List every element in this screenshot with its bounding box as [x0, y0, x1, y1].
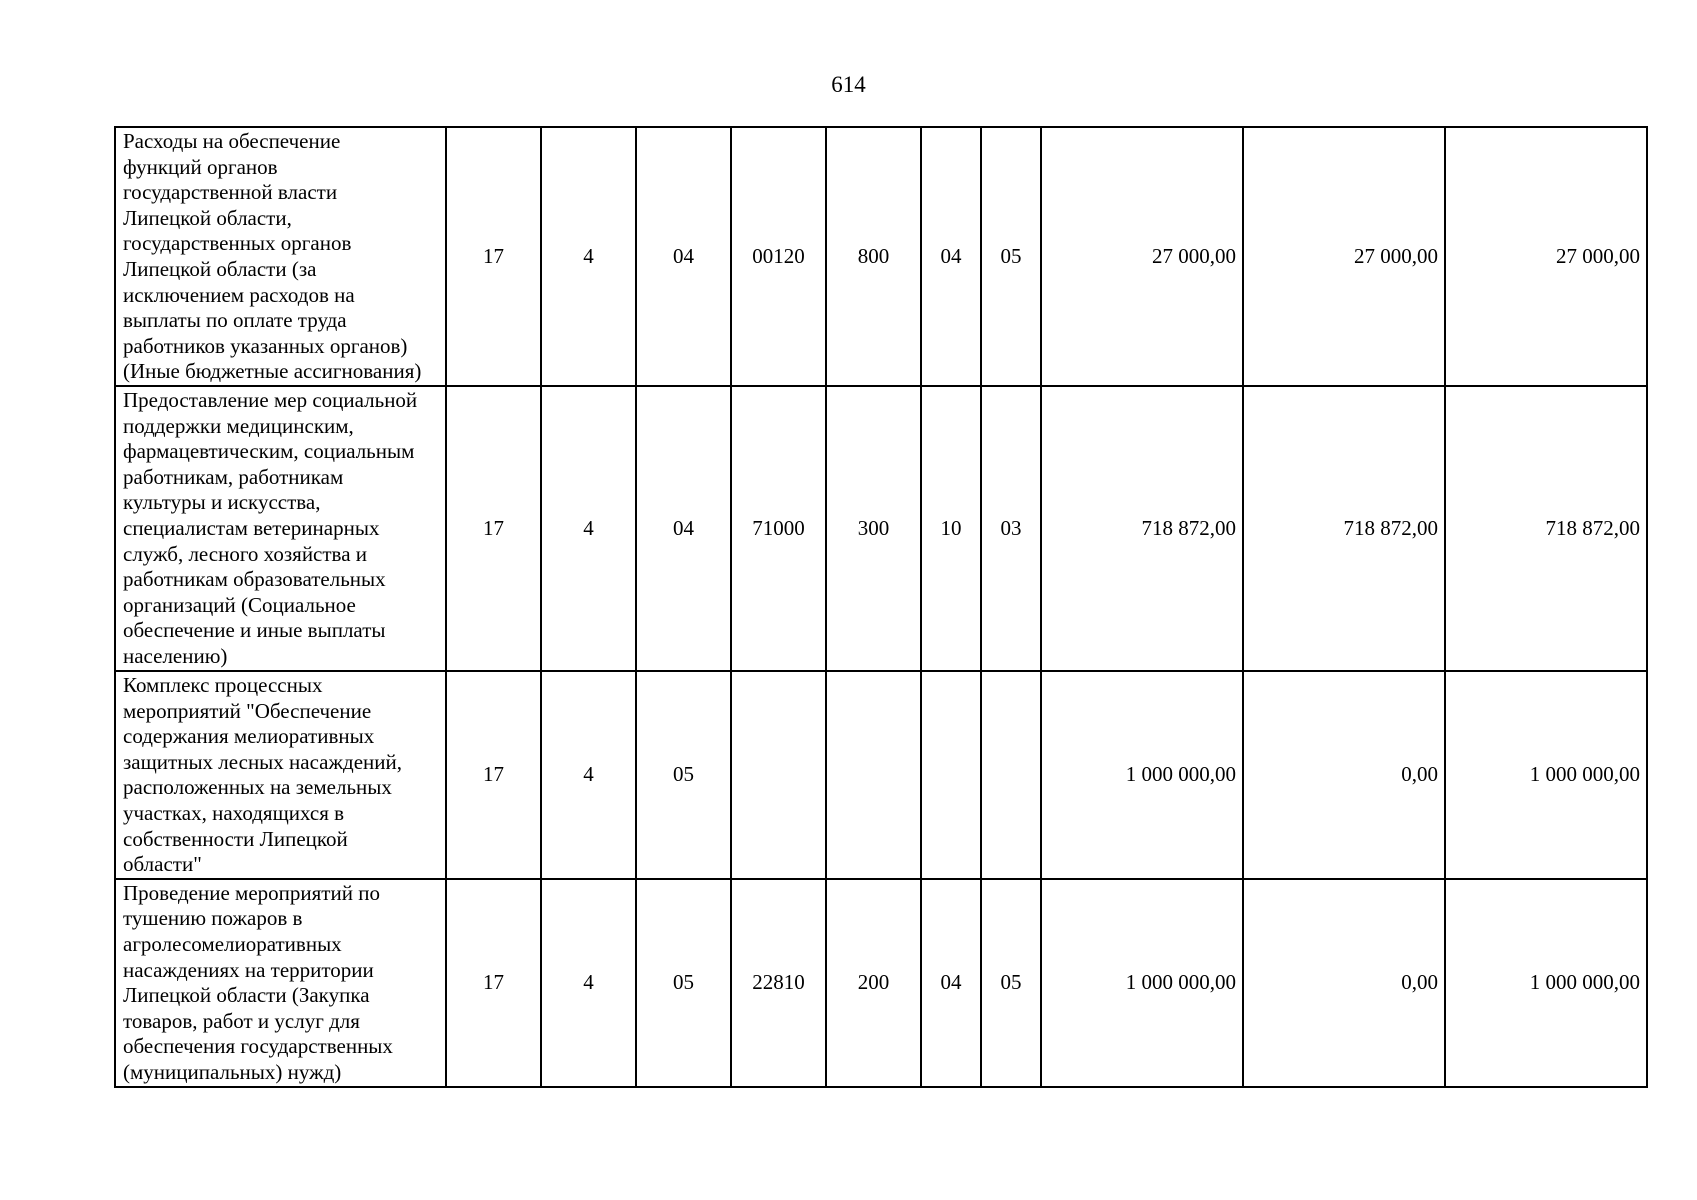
code-cell [981, 671, 1041, 879]
amount-cell: 718 872,00 [1445, 386, 1647, 671]
code-cell: 00120 [731, 127, 826, 386]
description-line: агролесомелиоративных [123, 931, 342, 956]
description-line: мероприятий "Обеспечение [123, 698, 372, 723]
code-cell: 4 [541, 671, 636, 879]
table-row [115, 671, 1647, 879]
code-cell [731, 671, 826, 879]
amount-cell: 0,00 [1243, 671, 1445, 879]
description-line: культуры и искусства, [123, 490, 321, 515]
code-cell: 300 [826, 386, 921, 671]
amount-cell: 27 000,00 [1041, 127, 1243, 386]
description-line: Предоставление мер социальной [123, 388, 418, 412]
description-line: насаждениях на территории [123, 957, 374, 982]
code-cell: 71000 [731, 386, 826, 671]
description-line: обеспечения государственных [123, 1034, 393, 1059]
code-cell: 4 [541, 127, 636, 386]
description-line: Липецкой области (за [123, 256, 317, 281]
code-cell [921, 671, 981, 879]
description-line: государственных органов [123, 231, 352, 256]
description-line: государственной власти [123, 180, 338, 205]
row-description [115, 386, 446, 671]
description-line: функций органов [123, 154, 278, 179]
description-line: области" [123, 852, 202, 877]
description-line: Липецкой области (Закупка [123, 983, 370, 1008]
budget-table [114, 126, 1648, 1088]
row-description [115, 879, 446, 1087]
amount-cell: 1 000 000,00 [1445, 671, 1647, 879]
description-line: участках, находящихся в [123, 800, 345, 825]
description-line: защитных лесных насаждений, [123, 749, 402, 774]
table-row [115, 879, 1647, 1087]
code-cell: 05 [981, 879, 1041, 1087]
description-line: Расходы на обеспечение [123, 129, 341, 153]
code-cell: 03 [981, 386, 1041, 671]
row-description [115, 127, 446, 386]
code-cell: 05 [636, 879, 731, 1087]
amount-cell: 1 000 000,00 [1041, 879, 1243, 1087]
code-cell: 17 [446, 127, 541, 386]
description-line: товаров, работ и услуг для [123, 1008, 360, 1033]
code-cell: 4 [541, 386, 636, 671]
code-cell: 17 [446, 386, 541, 671]
description-line: собственности Липецкой [123, 826, 348, 851]
description-line: работникам образовательных [123, 567, 386, 592]
amount-cell: 1 000 000,00 [1445, 879, 1647, 1087]
description-line: Липецкой области, [123, 205, 292, 230]
code-cell: 04 [921, 127, 981, 386]
description-line: Проведение мероприятий по [123, 880, 380, 905]
description-line: работников указанных органов) [123, 333, 408, 358]
description-line: служб, лесного хозяйства и [123, 541, 368, 566]
description-line: тушению пожаров в [123, 906, 303, 931]
amount-cell: 27 000,00 [1243, 127, 1445, 386]
row-description [115, 671, 446, 879]
description-line: (Иные бюджетные ассигнования) [123, 359, 422, 384]
code-cell: 17 [446, 671, 541, 879]
code-cell: 04 [636, 386, 731, 671]
page-number: 614 [831, 72, 866, 97]
amount-cell: 718 872,00 [1041, 386, 1243, 671]
amount-cell: 27 000,00 [1445, 127, 1647, 386]
description-line: организаций (Социальное [123, 592, 356, 617]
code-cell: 04 [636, 127, 731, 386]
code-cell: 10 [921, 386, 981, 671]
description-line: населению) [123, 643, 228, 668]
code-cell: 800 [826, 127, 921, 386]
code-cell: 05 [981, 127, 1041, 386]
description-line: специалистам ветеринарных [123, 515, 380, 540]
description-line: фармацевтическим, социальным [123, 439, 415, 464]
description-line: работникам, работникам [123, 464, 344, 489]
code-cell: 05 [636, 671, 731, 879]
description-line: (муниципальных) нужд) [123, 1059, 342, 1084]
description-line: выплаты по оплате труда [123, 308, 347, 333]
description-line: поддержки медицинским, [123, 413, 354, 438]
description-line: расположенных на земельных [123, 775, 392, 800]
table-row [115, 127, 1647, 386]
amount-cell: 718 872,00 [1243, 386, 1445, 671]
amount-cell: 1 000 000,00 [1041, 671, 1243, 879]
description-line: Комплекс процессных [123, 673, 323, 697]
amount-cell: 0,00 [1243, 879, 1445, 1087]
description-line: содержания мелиоративных [123, 724, 375, 749]
code-cell: 4 [541, 879, 636, 1087]
table-row [115, 386, 1647, 671]
description-line: исключением расходов на [123, 282, 355, 307]
code-cell: 200 [826, 879, 921, 1087]
description-line: обеспечение и иные выплаты [123, 618, 386, 643]
code-cell: 22810 [731, 879, 826, 1087]
code-cell [826, 671, 921, 879]
code-cell: 04 [921, 879, 981, 1087]
code-cell: 17 [446, 879, 541, 1087]
